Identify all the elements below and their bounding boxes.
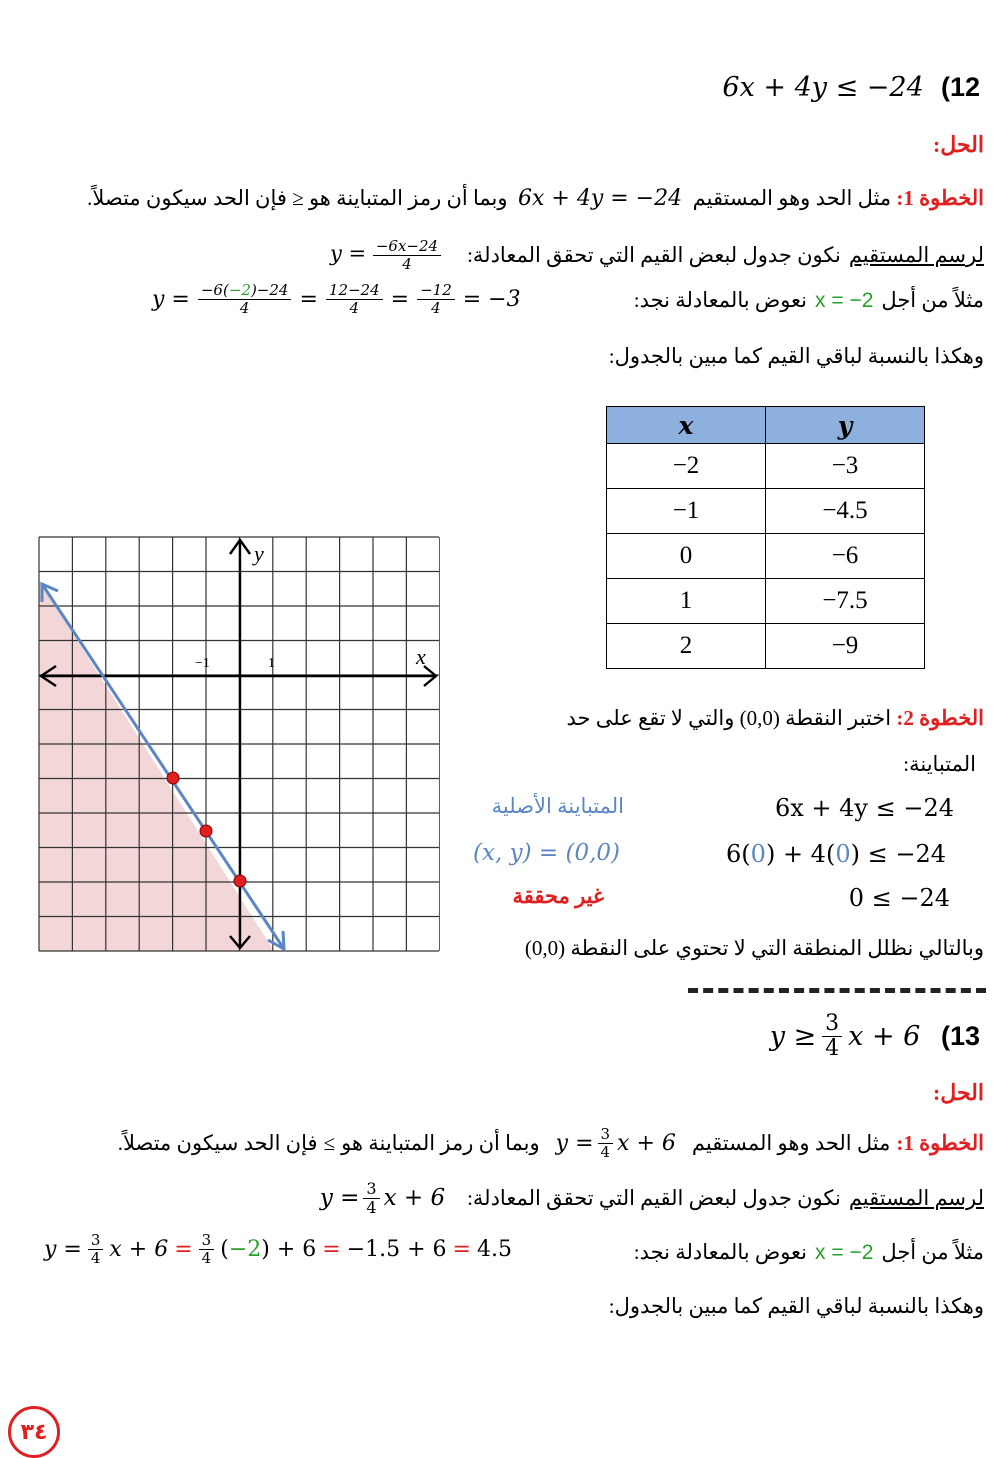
problem-13-heading: [770, 1012, 980, 1061]
example-x-12: x = −2: [815, 288, 874, 312]
solution-label-13: الحل:: [932, 1080, 984, 1105]
test-eq2-d: 0: [835, 840, 851, 868]
x-axis-label: x: [416, 644, 426, 669]
test-eq2-b: 0: [750, 840, 766, 868]
p13-ineq-den: 4: [825, 1036, 840, 1062]
step1-equation-13: [556, 1126, 676, 1160]
problem-13-number: (13: [940, 1021, 980, 1052]
table-row: [607, 534, 925, 579]
p13-ex-part3: −1.5 + 6: [346, 1236, 447, 1262]
table-header-x: x: [607, 407, 766, 444]
table-header-y: y: [766, 407, 925, 444]
step1-symbol-12: ≤: [292, 186, 304, 210]
table-cell: 1: [607, 579, 766, 624]
rest-text-12: وهكذا بالنسبة لباقي القيم كما مبين بالجدول:: [608, 344, 984, 368]
step1-label-13: الخطوة 1:: [896, 1130, 984, 1155]
shaded-region: [39, 580, 274, 951]
step2-label-12: الخطوة 2:: [896, 706, 984, 730]
test-eq-result: 0 ≤ −24: [848, 884, 950, 912]
step1-text-c-13: فإن الحد سيكون متصلاً.: [117, 1130, 318, 1155]
test-label-original: المتباينة الأصلية: [491, 794, 624, 818]
p13-ineq-lhs: y ≥: [769, 1021, 817, 1053]
p13-ineq-rhs: x + 6: [848, 1021, 921, 1053]
step1-text-a-13: مثل الحد وهو المستقيم: [691, 1130, 891, 1155]
test-eq-original: 6x + 4y ≤ −24: [774, 794, 954, 822]
step1-text-b-12: وبما أن رمز المتباينة هو: [308, 186, 508, 210]
point-neg2-neg3: [167, 772, 179, 784]
step1-text-b-13: وبما أن رمز المتباينة هو: [341, 1130, 540, 1155]
example-x-13: x = −2: [815, 1240, 874, 1264]
step1-line-12: [87, 186, 984, 211]
p13-eq-frac: [363, 1180, 379, 1216]
example-a-13: مثلاً من أجل: [881, 1240, 984, 1264]
p13-ex-num1: 3: [88, 1232, 104, 1250]
p13-ineq-num: 3: [822, 1012, 842, 1037]
p13-s1-lhs: y =: [555, 1130, 594, 1156]
step1-symbol-13: ≥: [323, 1130, 336, 1155]
conclusion-point-12: (0,0): [524, 936, 566, 960]
conclusion-text-12: وبالتالي نظلل المنطقة التي لا تحتوي على النقطة: [570, 936, 984, 960]
p13-s1-rhs: x + 6: [617, 1130, 676, 1156]
p13-ex-eqB: =: [322, 1236, 341, 1262]
inequality-graph: [38, 536, 440, 952]
ex-frac2-12: [326, 282, 383, 316]
p13-eq-rhs: x + 6: [383, 1185, 446, 1212]
tick-label-pos1: 1: [268, 656, 275, 671]
p13-eq-den: 4: [366, 1197, 377, 1217]
problem-12-heading: [722, 72, 980, 103]
table-row: [607, 489, 925, 534]
p13-ex-num2: 3: [199, 1232, 215, 1250]
step1-text-a-12: مثل الحد وهو المستقيم: [692, 186, 892, 210]
ex-frac3-12: [417, 282, 455, 316]
table-cell: −7.5: [766, 579, 925, 624]
example-b-12: نعوض بالمعادلة نجد:: [633, 288, 808, 312]
table-cell: −2: [607, 444, 766, 489]
section-divider: [688, 988, 986, 993]
example-line-13: [634, 1240, 984, 1265]
page-number: ٣٤: [20, 1419, 48, 1445]
step1-text-c-12: فإن الحد سيكون متصلاً.: [87, 186, 287, 210]
example-line-12: [634, 288, 984, 313]
example-b-13: نعوض بالمعادلة نجد:: [633, 1240, 808, 1264]
test-eq2-c: ) + 4(: [765, 840, 836, 868]
table-intro-13: [320, 1180, 984, 1216]
p13-ineq-fraction: [822, 1012, 842, 1061]
p13-ex-frac2: [199, 1232, 215, 1266]
ex-eq2-12: =: [390, 286, 410, 312]
table-cell: −1: [607, 489, 766, 534]
point-0-neg6: [234, 875, 246, 887]
table-intro-b-12: نكون جدول لبعض القيم التي تحقق المعادلة:: [467, 242, 841, 267]
table-cell: 2: [607, 624, 766, 669]
test-label-not-satisfied: غير محققة: [512, 884, 604, 908]
p13-s1-num: 3: [598, 1126, 614, 1144]
eq-lhs-12: y =: [330, 241, 367, 266]
p13-ex-part2-a: (: [220, 1236, 229, 1262]
table-header-row: [607, 407, 925, 444]
test-eq2-e: ) ≤ −24: [850, 840, 946, 868]
problem-12-inequality: 6x + 4y ≤ −24: [722, 72, 924, 103]
ex-eq1-12: =: [299, 286, 318, 312]
p13-ex-part2: [220, 1237, 316, 1262]
table-row: [607, 444, 925, 489]
p13-s1-frac: [598, 1126, 614, 1160]
ex-f1-c: )−24: [250, 281, 289, 299]
p13-ex-part4: 4.5: [476, 1236, 512, 1262]
step1-label-12: الخطوة 1:: [896, 186, 984, 210]
ex-f3-den: 4: [431, 298, 441, 317]
ex-f2-den: 4: [349, 298, 360, 317]
table-intro-equation-12: [330, 238, 441, 272]
step2-text-b-12: والتي لا تقع على حد: [566, 706, 735, 730]
step2-text-a-12: اختبر النقطة: [785, 706, 892, 730]
eq-den-12: 4: [402, 254, 412, 273]
example-calc-13: [44, 1232, 512, 1266]
p13-ex-eqA: =: [174, 1236, 193, 1262]
p13-eq-lhs: y =: [319, 1185, 360, 1212]
y-axis-label: y: [254, 541, 264, 566]
ex-f1-b: −2: [228, 281, 251, 299]
table-row: [607, 624, 925, 669]
table-intro-a-12: لرسم المستقيم: [848, 242, 984, 267]
p13-ex-frac1: [88, 1232, 104, 1266]
p13-ex-den2: 4: [201, 1248, 212, 1267]
ex-f2-num: 12−24: [326, 282, 383, 300]
point-neg1-neg4-5: [200, 825, 212, 837]
test-label-point: (x, y) = (0,0): [473, 840, 620, 866]
p13-s1-den: 4: [600, 1142, 611, 1161]
example-calc-12: [152, 282, 521, 316]
table-intro-a-13: لرسم المستقيم: [848, 1185, 984, 1210]
table-intro-equation-13: [320, 1180, 445, 1216]
p13-ex-part2-c: ) + 6: [261, 1236, 317, 1262]
table-intro-12: [330, 238, 984, 272]
table-cell: −6: [766, 534, 925, 579]
p13-ex-den1: 4: [90, 1248, 101, 1267]
ex-f1-a: −6(: [200, 281, 229, 299]
p13-eq-num: 3: [363, 1180, 379, 1199]
problem-12-number: (12: [940, 72, 980, 102]
step2-point-12: (0,0): [739, 706, 780, 730]
rest-text-13: وهكذا بالنسبة لباقي القيم كما مبين بالجدول:: [608, 1294, 984, 1318]
page-number-badge: [8, 1406, 60, 1458]
p13-ex-y: y =: [44, 1236, 82, 1262]
ex-f1-den: 4: [239, 298, 250, 317]
ex-frac1-num-12: [198, 282, 292, 300]
table-cell: −9: [766, 624, 925, 669]
table-intro-b-13: نكون جدول لبعض القيم التي تحقق المعادلة:: [467, 1185, 841, 1210]
tick-label-neg1: −1: [195, 656, 210, 671]
ex-frac1-12: [198, 282, 292, 316]
p13-ex-part1: x + 6: [109, 1236, 169, 1262]
values-table-12: [606, 406, 925, 669]
table-cell: −4.5: [766, 489, 925, 534]
step1-equation-12: 6x + 4y = −24: [518, 186, 683, 211]
ex-f3-num: −12: [417, 282, 455, 300]
test-eq2-a: 6(: [726, 840, 751, 868]
table-row: [607, 579, 925, 624]
eq-fraction-12: [373, 238, 441, 272]
ex-y-12: y =: [152, 286, 190, 312]
p13-ex-part2-b: −2: [228, 1236, 262, 1262]
table-cell: 0: [607, 534, 766, 579]
solution-label-12: الحل:: [932, 132, 984, 157]
step2-line-12: [567, 706, 984, 731]
step1-line-13: [118, 1126, 984, 1160]
eq-num-12: −6x−24: [373, 238, 441, 256]
table-cell: −3: [766, 444, 925, 489]
conclusion-12: [525, 936, 984, 961]
p13-ex-eqC: =: [452, 1236, 471, 1262]
step2-text-c-12: المتباينة:: [903, 752, 976, 776]
test-eq-substituted: [726, 840, 946, 868]
example-a-12: مثلاً من أجل: [881, 288, 984, 312]
ex-result-12: = −3: [462, 286, 521, 312]
